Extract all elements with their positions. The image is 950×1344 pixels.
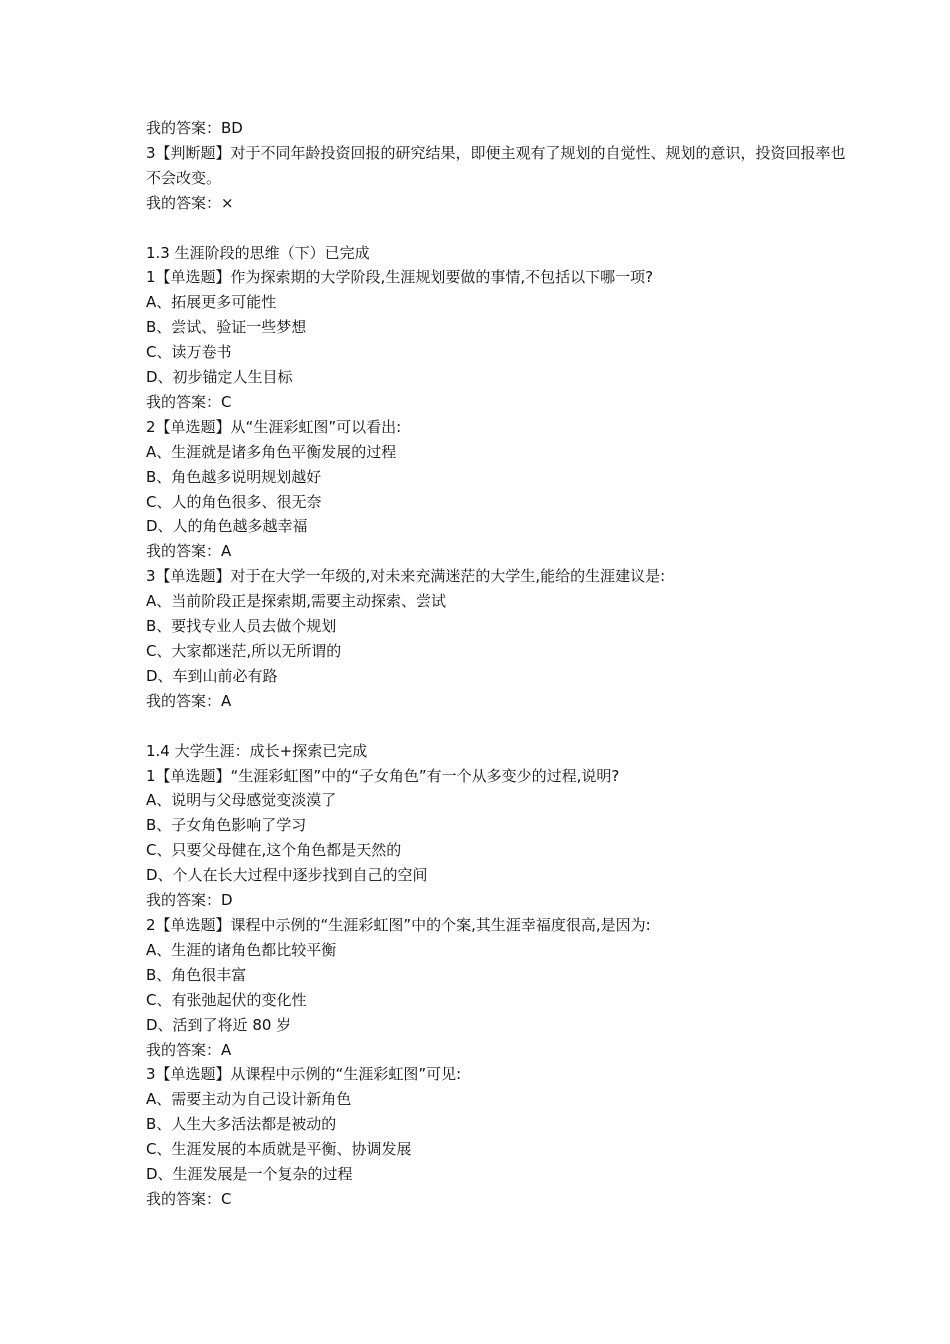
option-d: D、初步锚定人生目标 bbox=[146, 368, 293, 387]
option-c: C、人的角色很多、很无奈 bbox=[146, 492, 322, 511]
option-d: D、车到山前必有路 bbox=[146, 666, 278, 685]
section-title: 1.3 生涯阶段的思维（下）已完成 bbox=[146, 243, 370, 262]
option-a: A、生涯的诸角色都比较平衡 bbox=[146, 940, 337, 959]
answer-line: 我的答案：D bbox=[146, 891, 233, 910]
question-text: 3【单选题】从课程中示例的“生涯彩虹图”可见: bbox=[146, 1065, 462, 1084]
option-a: A、当前阶段正是探索期,需要主动探索、尝试 bbox=[146, 592, 447, 611]
option-a: A、生涯就是诸多角色平衡发展的过程 bbox=[146, 442, 397, 461]
spacer bbox=[146, 216, 846, 241]
question-text: 3【单选题】对于在大学一年级的,对未来充满迷茫的大学生,能给的生涯建议是: bbox=[146, 567, 666, 586]
answer-line: 我的答案：A bbox=[146, 691, 232, 710]
section-title: 1.4 大学生涯：成长+探索已完成 bbox=[146, 741, 368, 760]
option-b: B、人生大多活法都是被动的 bbox=[146, 1115, 337, 1134]
option-b: B、角色越多说明规划越好 bbox=[146, 467, 322, 486]
document-page bbox=[146, 116, 846, 1212]
option-b: B、要找专业人员去做个规划 bbox=[146, 617, 337, 636]
option-c: C、生涯发展的本质就是平衡、协调发展 bbox=[146, 1140, 412, 1159]
option-c: C、只要父母健在,这个角色都是天然的 bbox=[146, 841, 402, 860]
answer-line: 我的答案：A bbox=[146, 542, 232, 561]
option-c: C、读万卷书 bbox=[146, 343, 232, 362]
answer-line: 我的答案：BD bbox=[146, 119, 243, 137]
answer-line: 我的答案：C bbox=[146, 1189, 232, 1208]
option-d: D、活到了将近 80 岁 bbox=[146, 1015, 292, 1034]
option-d: D、生涯发展是一个复杂的过程 bbox=[146, 1165, 353, 1184]
option-a: A、需要主动为自己设计新角色 bbox=[146, 1090, 352, 1109]
option-c: C、大家都迷茫,所以无所谓的 bbox=[146, 642, 342, 661]
option-a: A、说明与父母感觉变淡漠了 bbox=[146, 791, 337, 810]
option-c: C、有张弛起伏的变化性 bbox=[146, 990, 307, 1009]
option-a: A、拓展更多可能性 bbox=[146, 293, 277, 312]
option-b: B、子女角色影响了学习 bbox=[146, 816, 307, 835]
option-b: B、尝试、验证一些梦想 bbox=[146, 318, 307, 337]
answer-line: 我的答案：A bbox=[146, 1040, 232, 1059]
option-d: D、个人在长大过程中逐步找到自己的空间 bbox=[146, 866, 428, 885]
option-b: B、角色很丰富 bbox=[146, 965, 247, 984]
question-text: 2【单选题】课程中示例的“生涯彩虹图”中的个案,其生涯幸福度很高,是因为: bbox=[146, 915, 651, 934]
answer-line: 我的答案：C bbox=[146, 392, 232, 411]
question-text: 3【判断题】对于不同年龄投资回报的研究结果，即便主观有了规划的自觉性、规划的意识，投资回报率也不会改变。 bbox=[146, 143, 846, 187]
option-d: D、人的角色越多越幸福 bbox=[146, 517, 308, 536]
spacer bbox=[146, 714, 846, 739]
question-text: 2【单选题】从“生涯彩虹图”可以看出: bbox=[146, 417, 402, 436]
question-text: 1【单选题】作为探索期的大学阶段,生涯规划要做的事情,不包括以下哪一项? bbox=[146, 268, 654, 287]
answer-line: 我的答案：× bbox=[146, 193, 234, 212]
question-text: 1【单选题】“生涯彩虹图”中的“子女角色”有一个从多变少的过程,说明? bbox=[146, 766, 620, 785]
